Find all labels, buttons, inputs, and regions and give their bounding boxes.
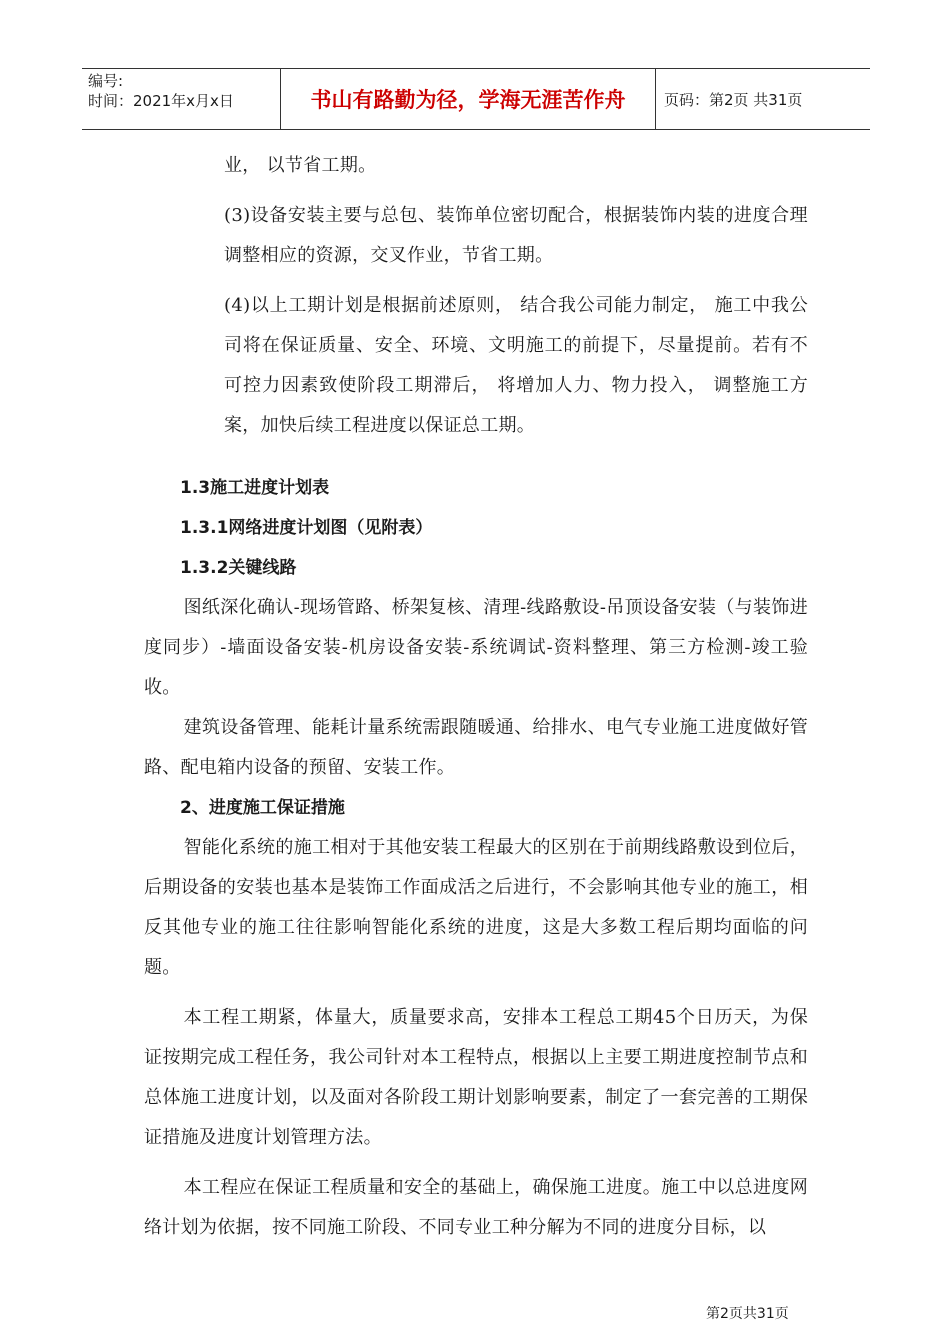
section-heading-2: 2、进度施工保证措施 bbox=[180, 798, 345, 818]
section-heading-1-3-1: 1.3.1网络进度计划图（见附表） bbox=[180, 518, 433, 538]
header-page-label: 页码：第2页 共31页 bbox=[664, 90, 803, 109]
paragraph-item-3: (3)设备安装主要与总包、装饰单位密切配合，根据装饰内装的进度合理调整相应的资源，交叉作业，节省工期。 bbox=[224, 205, 808, 266]
paragraph-equipment: 建筑设备管理、能耗计量系统需跟随暖通、给排水、电气专业施工进度做好管路、配电箱内设备的预留、安装工作。 bbox=[144, 717, 808, 778]
page-header bbox=[82, 68, 870, 130]
paragraph-critical-path: 图纸深化确认-现场管路、桥架复核、清理-线路敷设-吊顶设备安装（与装饰进度同步）-墙面设备安装-机房设备安装-系统调试-资料整理、第三方检测-竣工验收。 bbox=[144, 597, 808, 698]
paragraph-schedule: 本工程工期紧，体量大，质量要求高，安排本工程总工期45个日历天，为保证按期完成工程任务，我公司针对本工程特点，根据以上主要工期进度控制节点和总体施工进度计划，以及面对各阶段工期计划影响要素，制定了一套完善的工期保证措施及进度计划管理方法。 bbox=[144, 1007, 808, 1148]
time-label: 时间：2021年x月x日 bbox=[88, 92, 234, 110]
document-body bbox=[144, 146, 808, 1248]
paragraph-quality: 本工程应在保证工程质量和安全的基础上，确保施工进度。施工中以总进度网络计划为依据，按不同施工阶段、不同专业工种分解为不同的进度分目标，以 bbox=[144, 1177, 808, 1238]
number-label: 编号: bbox=[88, 72, 124, 90]
paragraph-continuation: 业， 以节省工期。 bbox=[224, 155, 377, 176]
paragraph-item-4: (4)以上工期计划是根据前述原则， 结合我公司能力制定， 施工中我公司将在保证质量、安全、环境、文明施工的前提下，尽量提前。若有不可控力因素致使阶段工期滞后， 将增加人力、物力投入， 调整施工方案，加快后续工程进度以保证总工期。 bbox=[224, 295, 808, 436]
section-heading-1-3: 1.3施工进度计划表 bbox=[180, 478, 330, 498]
header-motto: 书山有路勤为径，学海无涯苦作舟 bbox=[281, 69, 656, 129]
header-meta bbox=[82, 69, 281, 129]
section-heading-1-3-2: 1.3.2关键线路 bbox=[180, 558, 297, 578]
page-footer: 第2页共31页 bbox=[706, 1306, 789, 1322]
paragraph-intelligent-system: 智能化系统的施工相对于其他安装工程最大的区别在于前期线路敷设到位后，后期设备的安装也基本是装饰工作面成活之后进行，不会影响其他专业的施工，相反其他专业的施工往往影响智能化系统的进度，这是大多数工程后期均面临的问题。 bbox=[144, 837, 808, 978]
